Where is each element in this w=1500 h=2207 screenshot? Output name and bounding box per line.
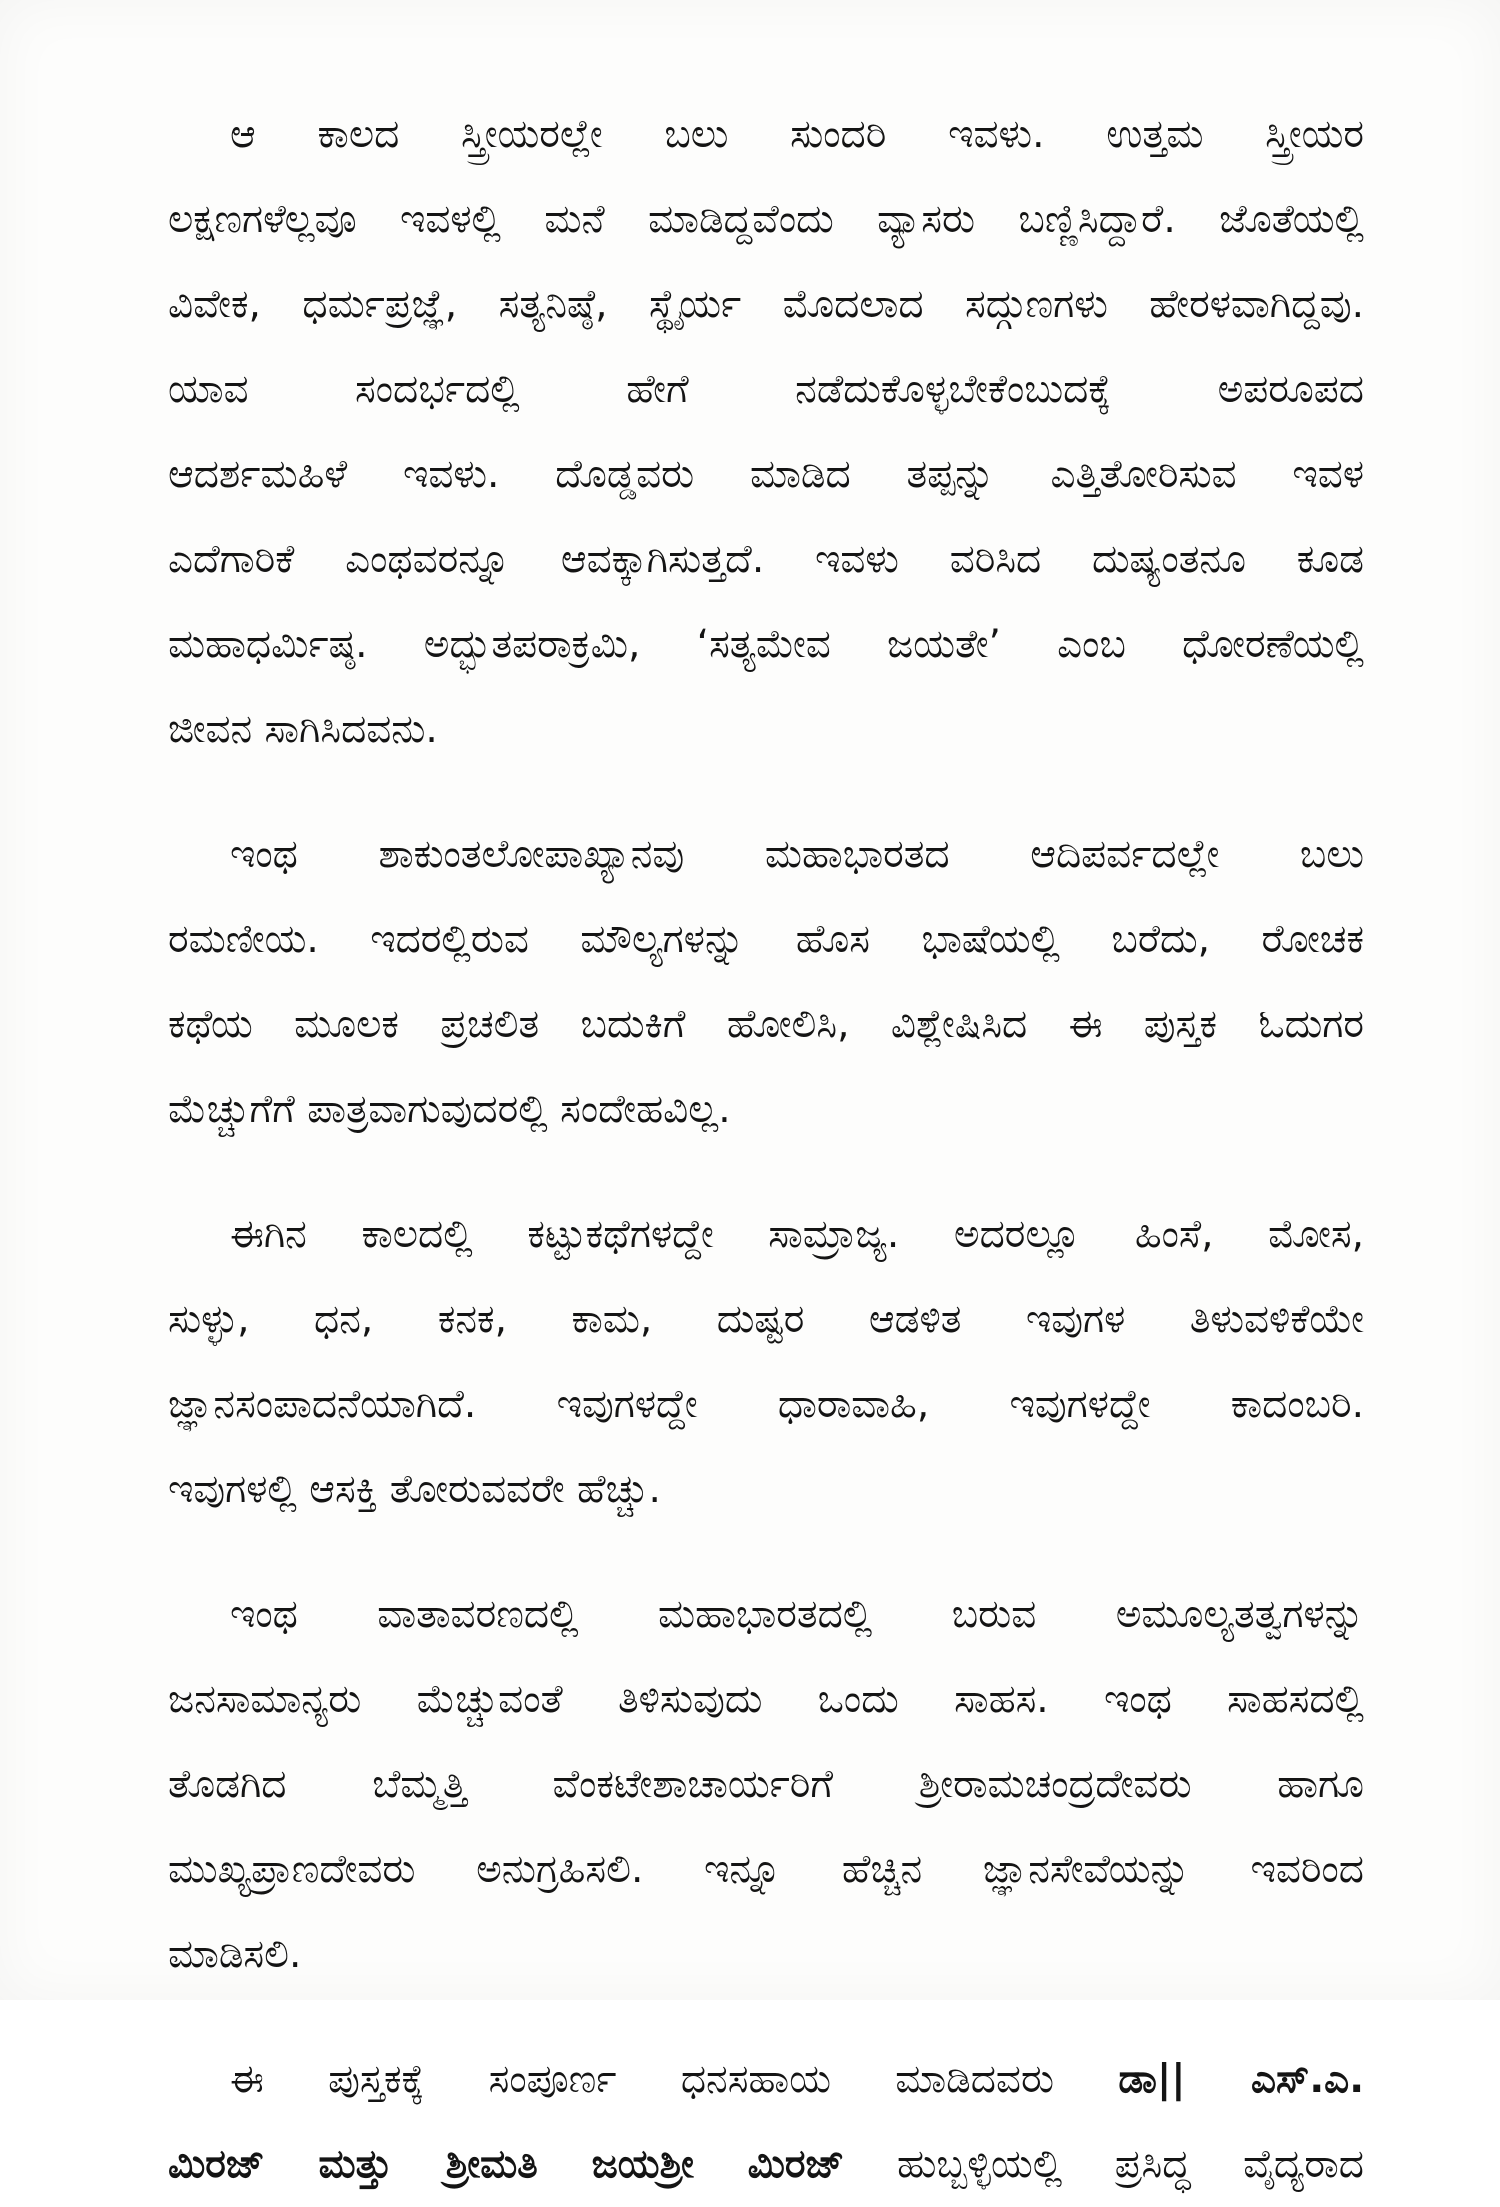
text-line: ಈಗಿನ ಕಾಲದಲ್ಲಿ ಕಟ್ಟುಕಥೆಗಳದ್ದೇ ಸಾಮ್ರಾಜ್ಯ. ಅದರಲ್ಲೂ ಹಿಂಸೆ, ಮೋಸ, <box>230 1212 1364 1257</box>
text-line: ಆದರ್ಶಮಹಿಳೆ ಇವಳು. ದೊಡ್ಡವರು ಮಾಡಿದ ತಪ್ಪನ್ನು ಎತ್ತಿತೋರಿಸುವ ಇವಳ <box>168 452 1364 497</box>
text-line: ಮಹಾಧರ್ಮಿಷ್ಠ. ಅದ್ಭುತಪರಾಕ್ರಮಿ, ‘ಸತ್ಯಮೇವ ಜಯತೇ’ ಎಂಬ ಧೋರಣೆಯಲ್ಲಿ <box>168 622 1364 667</box>
paragraph-3 <box>168 1192 1364 1532</box>
text-run: ಹುಬ್ಬಳ್ಳಿಯಲ್ಲಿ ಪ್ರಸಿದ್ಧ ವೈದ್ಯರಾದ <box>896 2142 1364 2187</box>
text-line: ಲಕ್ಷಣಗಳೆಲ್ಲವೂ ಇವಳಲ್ಲಿ ಮನೆ ಮಾಡಿದ್ದವೆಂದು ವ್ಯಾಸರು ಬಣ್ಣಿಸಿದ್ದಾರೆ. ಜೊತೆಯಲ್ಲಿ <box>168 197 1364 242</box>
paragraph-5 <box>168 2037 1364 2207</box>
text-line: ತೊಡಗಿದ ಬೆಮ್ಮತ್ತಿ ವೆಂಕಟೇಶಾಚಾರ್ಯರಿಗೆ ಶ್ರೀರಾಮಚಂದ್ರದೇವರು ಹಾಗೂ <box>168 1762 1364 1807</box>
text-run: ಈ ಪುಸ್ತಕಕ್ಕೆ ಸಂಪೂರ್ಣ ಧನಸಹಾಯ ಮಾಡಿದವರು <box>230 2057 1054 2102</box>
text-line: ಆ ಕಾಲದ ಸ್ತ್ರೀಯರಲ್ಲೇ ಬಲು ಸುಂದರಿ ಇವಳು. ಉತ್ತಮ ಸ್ತ್ರೀಯರ <box>230 112 1364 157</box>
text-line: ಜನಸಾಮಾನ್ಯರು ಮೆಚ್ಚುವಂತೆ ತಿಳಿಸುವುದು ಒಂದು ಸಾಹಸ. ಇಂಥ ಸಾಹಸದಲ್ಲಿ <box>168 1677 1364 1722</box>
text-line: ರಮಣೀಯ. ಇದರಲ್ಲಿರುವ ಮೌಲ್ಯಗಳನ್ನು ಹೊಸ ಭಾಷೆಯಲ್ಲಿ ಬರೆದು, ರೋಚಕ <box>168 917 1364 962</box>
paragraph-1 <box>168 92 1364 772</box>
doctor-title: ಡಾ|| ಎಸ್.ಎ. <box>1118 2057 1365 2102</box>
sponsor-names: ಮಿರಜ್ ಮತ್ತು ಶ್ರೀಮತಿ ಜಯಶ್ರೀ ಮಿರಜ್ <box>168 2142 845 2187</box>
text-line: ವಿವೇಕ, ಧರ್ಮಪ್ರಜ್ಞೆ, ಸತ್ಯನಿಷ್ಠೆ, ಸ್ಥೈರ್ಯ ಮೊದಲಾದ ಸದ್ಗುಣಗಳು ಹೇರಳವಾಗಿದ್ದವು. <box>168 282 1364 327</box>
text-line: ಕಥೆಯ ಮೂಲಕ ಪ್ರಚಲಿತ ಬದುಕಿಗೆ ಹೋಲಿಸಿ, ವಿಶ್ಲೇಷಿಸಿದ ಈ ಪುಸ್ತಕ ಓದುಗರ <box>168 1002 1364 1047</box>
text-line: ಎದೆಗಾರಿಕೆ ಎಂಥವರನ್ನೂ ಆವಕ್ಕಾಗಿಸುತ್ತದೆ. ಇವಳು ವರಿಸಿದ ದುಷ್ಯಂತನೂ ಕೂಡ <box>168 537 1364 582</box>
text-line <box>168 2037 1364 2122</box>
text-line: ಇಂಥ ವಾತಾವರಣದಲ್ಲಿ ಮಹಾಭಾರತದಲ್ಲಿ ಬರುವ ಅಮೂಲ್ಯತತ್ವಗಳನ್ನು <box>230 1592 1364 1637</box>
text-line: ಜ್ಞಾನಸಂಪಾದನೆಯಾಗಿದೆ. ಇವುಗಳದ್ದೇ ಧಾರಾವಾಹಿ, ಇವುಗಳದ್ದೇ ಕಾದಂಬರಿ. <box>168 1382 1364 1427</box>
text-line <box>168 2122 1364 2207</box>
text-line: ಸುಳ್ಳು, ಧನ, ಕನಕ, ಕಾಮ, ದುಷ್ಟರ ಆಡಳಿತ ಇವುಗಳ ತಿಳುವಳಿಕೆಯೇ <box>168 1297 1364 1342</box>
text-line: ಇವುಗಳಲ್ಲಿ ಆಸಕ್ತಿ ತೋರುವವರೇ ಹೆಚ್ಚು. <box>168 1467 661 1512</box>
text-line: ಮುಖ್ಯಪ್ರಾಣದೇವರು ಅನುಗ್ರಹಿಸಲಿ. ಇನ್ನೂ ಹೆಚ್ಚಿನ ಜ್ಞಾನಸೇವೆಯನ್ನು ಇವರಿಂದ <box>168 1847 1364 1892</box>
text-line: ಜೀವನ ಸಾಗಿಸಿದವನು. <box>168 707 438 752</box>
paragraph-2 <box>168 812 1364 1152</box>
text-line: ಮೆಚ್ಚುಗೆಗೆ ಪಾತ್ರವಾಗುವುದರಲ್ಲಿ ಸಂದೇಹವಿಲ್ಲ. <box>168 1087 731 1132</box>
text-line: ಮಾಡಿಸಲಿ. <box>168 1932 302 1977</box>
text-line: ಇಂಥ ಶಾಕುಂತಲೋಪಾಖ್ಯಾನವು ಮಹಾಭಾರತದ ಆದಿಪರ್ವದಲ್ಲೇ ಬಲು <box>230 832 1364 877</box>
paragraph-4 <box>168 1572 1364 1997</box>
text-line: ಯಾವ ಸಂದರ್ಭದಲ್ಲಿ ಹೇಗೆ ನಡೆದುಕೊಳ್ಳಬೇಕೆಂಬುದಕ್ಕೆ ಅಪರೂಪದ <box>168 367 1364 412</box>
page-body-text <box>168 92 1364 2207</box>
